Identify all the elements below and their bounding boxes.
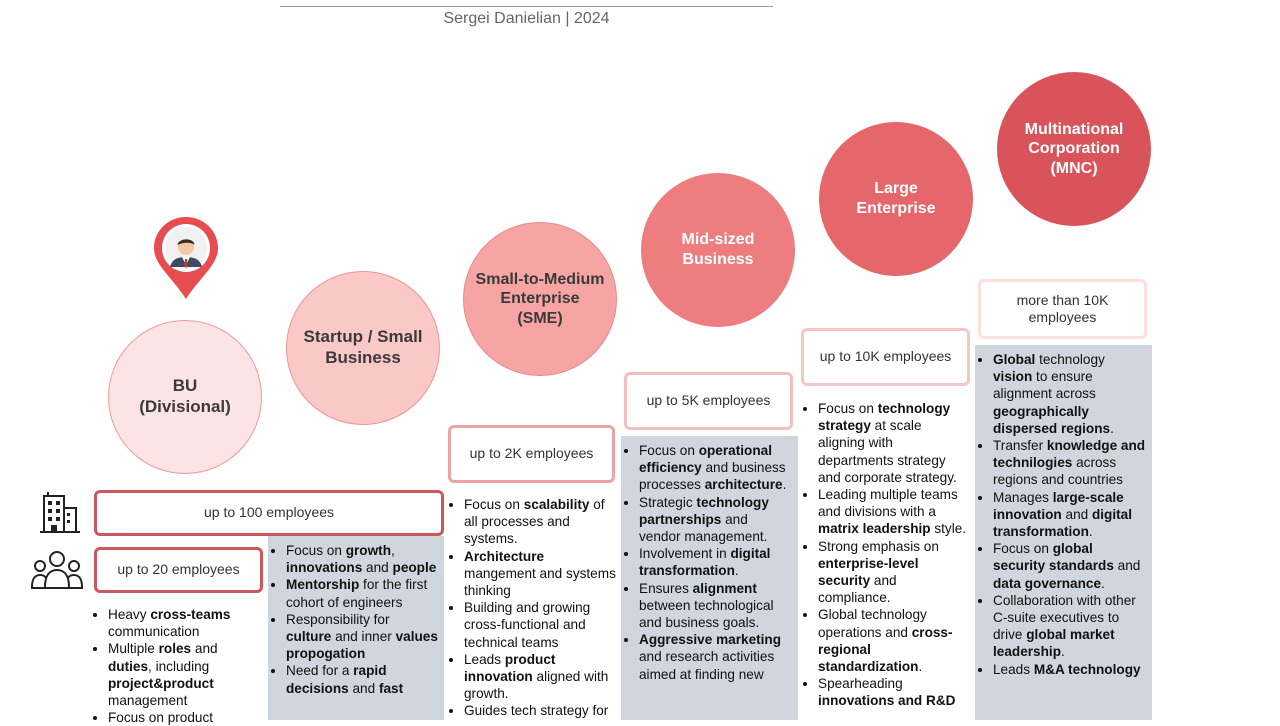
bold-text: operational efficiency <box>639 443 772 476</box>
stage-circle-sme: Small-to-Medium Enterprise (SME) <box>463 222 617 376</box>
text: , <box>391 543 395 558</box>
text: . <box>1110 420 1114 436</box>
text: and business processes <box>639 460 786 493</box>
size-box-large-enterprise: up to 10K employees <box>801 328 970 386</box>
size-box-bu: up to 20 employees <box>94 547 263 593</box>
office-building-icon <box>36 490 82 536</box>
responsibility-item <box>464 702 617 719</box>
bold-text: global market leadership <box>993 627 1115 660</box>
stage-circle-mnc: Multinational Corporation (MNC) <box>997 72 1151 226</box>
bold-text: matrix leadership <box>818 521 931 537</box>
text: and <box>1113 558 1141 574</box>
responsibilities-panel-startup <box>268 536 444 720</box>
text: and <box>191 641 218 657</box>
responsibility-item <box>993 351 1146 437</box>
responsibility-item <box>993 592 1146 661</box>
text: Strategic <box>639 494 697 510</box>
responsibility-item <box>993 540 1146 592</box>
bold-text: duties <box>108 658 149 674</box>
bold-text: technology strategy <box>818 401 951 434</box>
size-box-mnc: more than 10K employees <box>978 279 1147 339</box>
bold-text: rapid decisions <box>286 663 387 696</box>
bold-text: global security standards <box>993 541 1114 574</box>
responsibility-item <box>464 496 617 548</box>
title-underline <box>280 6 773 7</box>
bold-text: Global <box>993 352 1036 367</box>
responsibilities-list <box>446 490 623 720</box>
text: Responsibility for <box>286 611 390 627</box>
bold-text: innovations and R&D <box>818 693 956 709</box>
text: Focus on <box>818 401 878 416</box>
bold-text: architecture <box>704 477 783 493</box>
responsibility-item <box>993 489 1146 541</box>
text: . <box>1101 575 1105 591</box>
text: Ensures <box>639 580 693 596</box>
text: Strong emphasis on <box>818 538 939 554</box>
bold-text: Aggressive marketing <box>639 632 782 648</box>
text: and research activities aimed at finding new <box>639 649 775 682</box>
bold-text: values propogation <box>286 629 438 662</box>
responsibility-item <box>993 437 1146 489</box>
text: management <box>108 693 188 709</box>
responsibilities-list <box>268 536 444 697</box>
text: Involvement in <box>639 546 731 562</box>
bold-text: project&product <box>108 675 214 691</box>
responsibilities-panel-mnc <box>975 345 1152 720</box>
responsibilities-panel-bu <box>90 600 268 726</box>
responsibilities-list <box>800 394 975 710</box>
responsibility-item <box>286 662 438 696</box>
text: . <box>1088 524 1093 540</box>
author-line: Sergei Danielian | 2024 <box>443 10 610 27</box>
text: Heavy <box>108 607 151 622</box>
bold-text: knowledge and technilogies <box>993 438 1146 471</box>
text: and <box>348 680 379 696</box>
text: for the first cohort of engineers <box>286 577 428 610</box>
text: and <box>362 560 393 576</box>
text: . <box>918 659 923 675</box>
text: . <box>782 477 787 493</box>
text: . <box>734 563 739 579</box>
text: communication <box>108 624 200 640</box>
bold-text: culture <box>286 629 332 645</box>
responsibility-item <box>464 651 617 703</box>
bold-text: roles <box>158 641 192 657</box>
bold-text: geographically dispersed regions <box>993 403 1111 436</box>
bold-text: digital transformation <box>993 506 1132 540</box>
text: Leads <box>993 661 1034 677</box>
size-box-startup: up to 100 employees <box>94 490 444 536</box>
responsibility-item <box>639 545 792 579</box>
stage-circle-mid-sized: Mid-sized Business <box>641 173 795 327</box>
text: Collaboration with other C-suite executives to drive <box>993 592 1136 643</box>
responsibility-item <box>639 631 792 683</box>
responsibility-item <box>993 661 1146 678</box>
text: . <box>1061 644 1065 660</box>
bold-text: alignment <box>692 580 757 596</box>
bold-text: cross-teams <box>150 607 231 622</box>
text: of all processes and systems. <box>464 497 605 547</box>
responsibility-item <box>818 606 969 675</box>
responsibility-item <box>639 494 792 546</box>
text: Focus on product <box>108 710 214 726</box>
responsibility-item <box>639 580 792 632</box>
responsibility-item <box>108 606 262 640</box>
responsibility-item <box>464 548 617 600</box>
text: Global technology operations and <box>818 607 927 640</box>
text: Spearheading <box>818 676 903 692</box>
text: Leading multiple teams and divisions with a <box>818 487 958 520</box>
text: Guides tech strategy for <box>464 703 609 719</box>
bold-text: fast <box>378 680 404 696</box>
text: Building and growing cross-functional and technical teams <box>464 600 591 650</box>
person-location-pin-icon <box>152 215 220 303</box>
text: Transfer <box>993 438 1047 454</box>
responsibilities-panel-large-enterprise <box>800 394 975 720</box>
bold-text: enterprise-level security <box>818 555 919 589</box>
text: between technological and business goals. <box>639 597 774 631</box>
bold-text: scalability <box>523 497 590 512</box>
responsibility-item <box>108 709 262 726</box>
responsibility-item <box>818 538 969 607</box>
size-box-sme: up to 2K employees <box>448 425 615 483</box>
responsibility-item <box>108 640 262 709</box>
size-box-mid-sized: up to 5K employees <box>624 372 793 430</box>
bold-text: people <box>392 560 437 576</box>
text: technology <box>1035 352 1105 367</box>
text: , including <box>148 658 210 674</box>
bold-text: cross-regional standardization <box>818 624 953 675</box>
text: Focus on <box>464 497 524 512</box>
responsibility-item <box>286 611 438 663</box>
bold-text: Mentorship <box>286 577 360 593</box>
text: Leads <box>464 651 505 667</box>
responsibility-item <box>286 576 438 610</box>
text: across regions and countries <box>993 455 1123 488</box>
bold-text: vision <box>993 369 1033 385</box>
text: Focus on <box>286 543 346 558</box>
bold-text: large-scale innovation <box>993 489 1124 522</box>
text: and vendor management. <box>639 511 768 545</box>
bold-text: innovations <box>286 560 363 576</box>
bold-text: data governance <box>993 575 1102 591</box>
bold-text: M&A technology <box>1033 661 1141 677</box>
text: and compliance. <box>818 573 897 606</box>
stage-circle-large-enterprise: Large Enterprise <box>819 122 973 276</box>
text: to ensure alignment across <box>993 369 1096 402</box>
text: Manages <box>993 489 1053 505</box>
text: aligned with growth. <box>464 669 609 702</box>
responsibility-item <box>818 486 969 538</box>
team-people-icon <box>30 547 84 591</box>
responsibilities-list <box>975 345 1152 678</box>
bold-text: growth <box>345 543 392 558</box>
responsibility-item <box>286 542 438 576</box>
stage-circle-startup: Startup / Small Business <box>286 271 440 425</box>
text: style. <box>930 521 967 537</box>
bold-text: technology partnerships <box>639 494 769 527</box>
bold-text: product innovation <box>464 651 556 685</box>
text: Focus on <box>639 443 699 458</box>
text: at scale aligning with departments strategy and corporate strategy. <box>818 418 957 485</box>
stage-circle-bu: BU (Divisional) <box>108 320 262 474</box>
responsibility-item <box>818 675 969 709</box>
bold-text: digital transformation <box>639 546 771 579</box>
responsibility-item <box>464 599 617 651</box>
text: Need for a <box>286 663 354 679</box>
text: and inner <box>331 629 396 645</box>
responsibility-item <box>639 442 792 494</box>
responsibilities-list <box>621 436 798 683</box>
text: Focus on <box>993 541 1053 557</box>
responsibilities-panel-sme <box>446 490 623 720</box>
text: and <box>1061 506 1092 522</box>
text: Multiple <box>108 641 159 657</box>
text: mangement and systems thinking <box>464 565 616 599</box>
responsibility-item <box>818 400 969 486</box>
bold-text: Architecture <box>464 548 545 564</box>
responsibilities-panel-mid-sized <box>621 436 798 720</box>
responsibilities-list <box>90 600 268 726</box>
